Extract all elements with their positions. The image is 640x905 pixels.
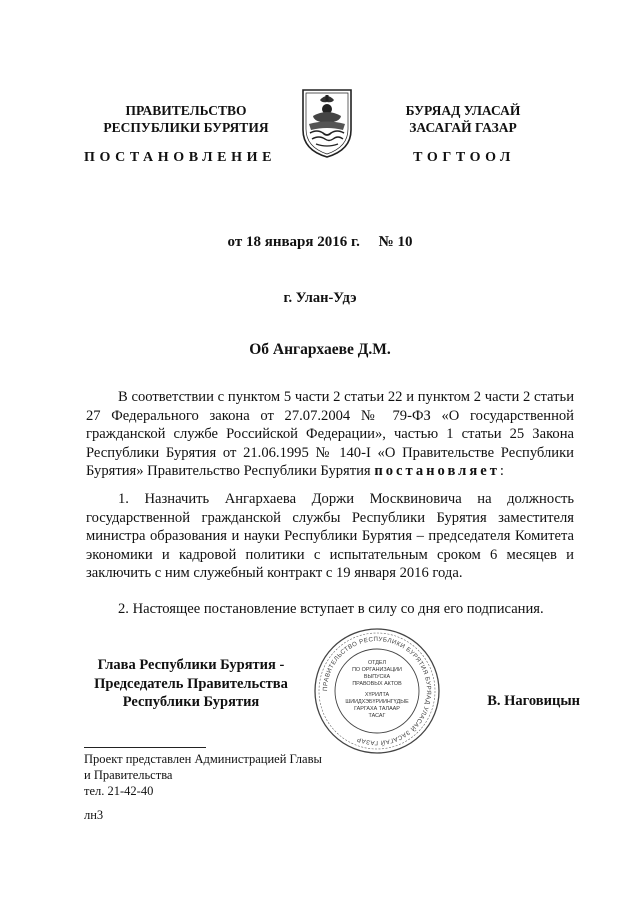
issuer-right-line1: БУРЯАД УЛАСАЙ <box>405 103 521 118</box>
signatory-title <box>80 656 302 712</box>
seal-line-3: ВЫПУСКА <box>363 674 391 680</box>
coat-of-arms-emblem <box>299 86 355 160</box>
seal-line-4: ПРАВОВЫХ АКТОВ <box>352 681 402 687</box>
footer-line1: Проект представлен Администрацией Главы <box>84 752 322 766</box>
signatory-title-line3: Республики Бурятия <box>122 694 260 710</box>
preamble-end: : <box>499 463 504 480</box>
signatory-title-line1: Глава Республики Бурятия - <box>97 657 285 673</box>
seal-line-7: ГАРГАХА ТАЛААР <box>354 706 400 712</box>
footer-phone: тел. 21-42-40 <box>84 784 154 798</box>
item-1-paragraph: 1. Назначить Ангархаева Доржи Москвиновича на должность государственной гражданской службы Республики Бурятия заместителя министра образования и науки Республики Бурятия – председателя Комитета экономики и кадровой политики с испытательным сроком 6 месяцев и заключить с ним служебный контракт с 19 января 2016 года. <box>86 491 574 582</box>
preamble-paragraph <box>86 388 574 481</box>
issuer-right-line2: ЗАСАГАЙ ГАЗАР <box>409 120 517 135</box>
decree-word: постановляет <box>374 463 500 480</box>
footer-line2: и Правительства <box>84 768 173 782</box>
city-line: г. Улан-Удэ <box>283 290 357 306</box>
item-2-paragraph: 2. Настоящее постановление вступает в силу со дня его подписания. <box>118 601 544 617</box>
seal-line-5: ХҮРИЛТА <box>364 692 390 698</box>
footer-code: лн3 <box>84 808 104 822</box>
seal-line-6: ШИИДХЭБҮРИИНГҮДЫЕ <box>345 699 409 705</box>
seal-line-8: ТАСАГ <box>368 713 386 719</box>
issuer-left <box>96 102 276 136</box>
footer-note <box>84 751 322 799</box>
preamble-text: В соответствии с пунктом 5 части 2 статьи 22 и пунктом 2 части 2 статьи 27 Федерального закона от 27.07.2004 № 79-ФЗ «О государственной гражданской службе Российской Федерации», частью 1 статьи 25 Закона Республики Бурятия от 21.06.1995 № 140-I «О Правительстве Республики Бурятия» Правительство Республики Бурятия <box>86 389 574 480</box>
seal-line-1: ОТДЕЛ <box>367 660 387 666</box>
document-date-number: от 18 января 2016 г. № 10 <box>227 234 413 250</box>
official-seal-stamp <box>312 626 442 756</box>
document-type-right: ТОГТООЛ <box>413 150 515 165</box>
issuer-left-line2: РЕСПУБЛИКИ БУРЯТИЯ <box>103 120 269 135</box>
signatory-name: В. Наговицын <box>487 693 580 709</box>
document-type-left: ПОСТАНОВЛЕНИЕ <box>83 150 277 165</box>
seal-line-2: ПО ОРГАНИЗАЦИИ <box>352 667 402 673</box>
seal-ring-text: ПРАВИТЕЛЬСТВО РЕСПУБЛИКИ БУРЯТИЯ БУРЯАД УЛАСАЙ ЗАСАГАЙ ГАЗАР <box>321 635 433 747</box>
issuer-left-line1: ПРАВИТЕЛЬСТВО <box>125 103 247 118</box>
issuer-right <box>378 102 548 136</box>
document-subject: Об Ангархаеве Д.М. <box>249 341 391 358</box>
footer-divider <box>84 747 206 748</box>
signatory-title-line2: Председатель Правительства <box>94 675 288 692</box>
